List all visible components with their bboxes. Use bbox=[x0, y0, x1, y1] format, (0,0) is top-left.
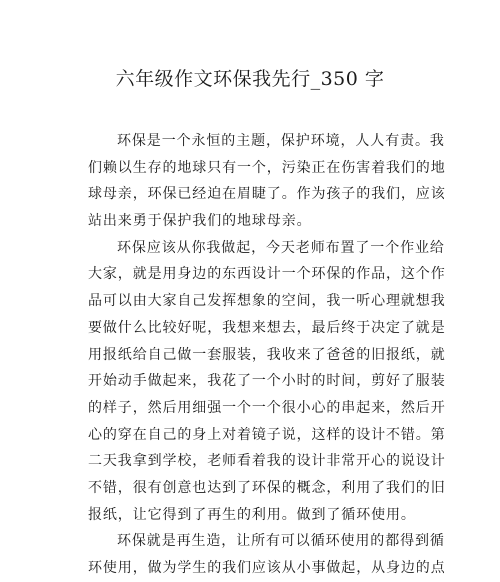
text-line: 环保应该从你我做起，今天老师布置了一个作业给 bbox=[117, 239, 445, 256]
text-line: 环保是一个永恒的主题，保护环境，人人有责。我 bbox=[117, 133, 445, 149]
text-line: 站出来勇于保护我们的地球母亲。 bbox=[88, 213, 312, 230]
text-line: 二天我拿到学校，老师看着我的设计非常开心的说设计 bbox=[88, 453, 446, 470]
text-line: 环保就是再生造，让所有可以循环使用的都得到循 bbox=[117, 533, 445, 550]
document-title: 六年级作文环保我先行_350 字 bbox=[115, 68, 385, 90]
text-line: 报纸，让它得到了再生的利用。做到了循环使用。 bbox=[88, 506, 416, 523]
text-line: 要做什么比较好呢，我想来想去，最后终于决定了就是 bbox=[88, 319, 446, 336]
text-line: 球母亲，环保已经迫在眉睫了。作为孩子的我们，应该 bbox=[88, 186, 446, 203]
text-line: 用报纸给自己做一套服装，我收来了爸爸的旧报纸，就 bbox=[88, 346, 446, 363]
text-line: 不错，很有创意也达到了环保的概念，利用了我们的旧 bbox=[88, 479, 446, 496]
text-line: 们赖以生存的地球只有一个，污染正在伤害着我们的地 bbox=[88, 159, 446, 176]
essay-body bbox=[88, 128, 446, 582]
text-line: 心的穿在自己的身上对着镜子说，这样的设计不错。第 bbox=[88, 426, 446, 443]
text-line: 环使用，做为学生的我们应该从小事做起，从身边的点 bbox=[88, 560, 446, 576]
text-line: 大家，就是用身边的东西设计一个环保的作品，这个作 bbox=[88, 266, 446, 283]
text-line: 的样子，然后用细强一个一个很小心的串起来，然后开 bbox=[88, 399, 446, 416]
text-line: 品可以由大家自己发挥想象的空间，我一听心理就想我 bbox=[88, 293, 446, 310]
text-line: 开始动手做起来，我花了一个小时的时间，剪好了服装 bbox=[88, 373, 446, 390]
